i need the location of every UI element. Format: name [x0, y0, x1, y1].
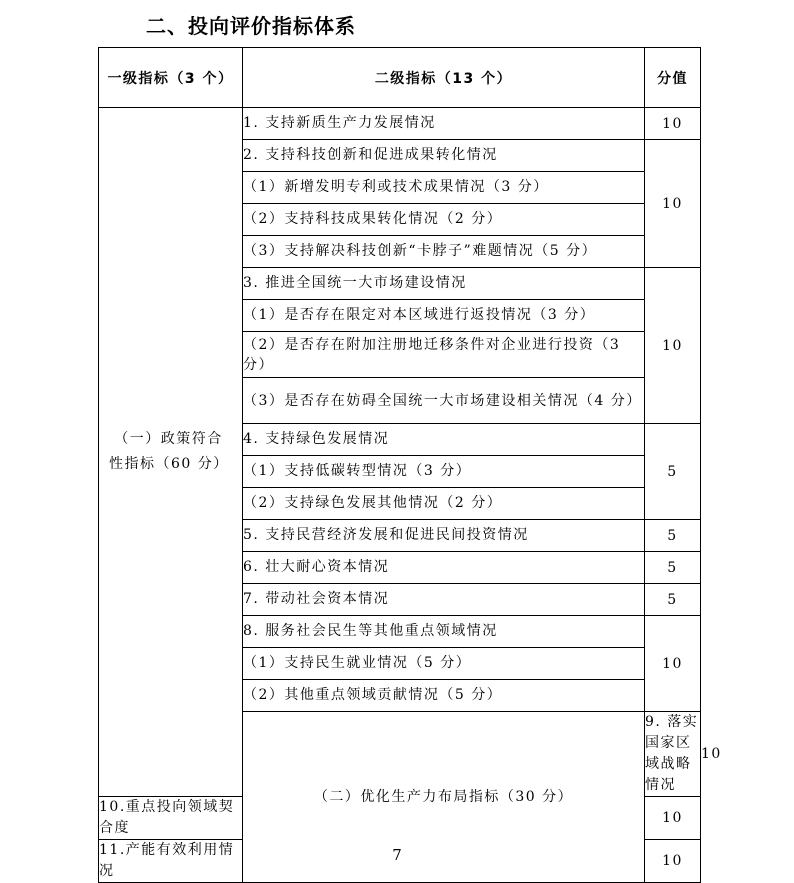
score-cell: 10 [645, 108, 701, 140]
score-cell: 10 [645, 616, 701, 712]
table-row [99, 108, 701, 140]
level1-cell [99, 108, 243, 797]
section-title: 二、投向评价指标体系 [146, 14, 356, 38]
sub-indicator-cell: （2）支持绿色发展其他情况（2 分） [243, 488, 645, 520]
sub-indicator-cell: （2）是否存在附加注册地迁移条件对企业进行投资（3 分） [243, 332, 645, 378]
level2-cell: 11.产能有效利用情况 [99, 840, 243, 883]
score-cell: 10 [645, 797, 701, 840]
sub-indicator-cell: （3）是否存在妨碍全国统一大市场建设相关情况（4 分） [243, 378, 645, 424]
score-cell: 5 [645, 552, 701, 584]
sub-indicator-cell: （1）支持民生就业情况（5 分） [243, 648, 645, 680]
score-cell: 10 [645, 840, 701, 883]
score-cell: 5 [645, 520, 701, 552]
sub-indicator-cell: （2）其他重点领域贡献情况（5 分） [243, 680, 645, 712]
header-level1: 一级指标（3 个） [99, 48, 243, 108]
level2-cell: 5. 支持民营经济发展和促进民间投资情况 [243, 520, 645, 552]
level2-cell: 8. 服务社会民生等其他重点领域情况 [243, 616, 645, 648]
page-number: 7 [392, 846, 402, 864]
level1-label: （一）政策符合性指标（60 分） [109, 431, 229, 472]
level2-cell: 2. 支持科技创新和促进成果转化情况 [243, 140, 645, 172]
level2-cell: 1. 支持新质生产力发展情况 [243, 108, 645, 140]
level1-label: （二）优化生产力布局指标（30 分） [313, 788, 574, 805]
indicator-table [98, 47, 722, 883]
score-cell: 10 [645, 140, 701, 268]
level2-cell: 4. 支持绿色发展情况 [243, 424, 645, 456]
header-level2: 二级指标（13 个） [243, 48, 645, 108]
sub-indicator-cell: （1）新增发明专利或技术成果情况（3 分） [243, 172, 645, 204]
sub-indicator-cell: （1）是否存在限定对本区域进行返投情况（3 分） [243, 300, 645, 332]
score-cell: 10 [645, 268, 701, 424]
header-score: 分值 [645, 48, 701, 108]
score-cell: 5 [645, 584, 701, 616]
sub-indicator-cell: （3）支持解决科技创新“卡脖子”难题情况（5 分） [243, 236, 645, 268]
level2-cell: 6. 壮大耐心资本情况 [243, 552, 645, 584]
level2-cell: 3. 推进全国统一大市场建设情况 [243, 268, 645, 300]
score-cell: 5 [645, 424, 701, 520]
level2-cell: 7. 带动社会资本情况 [243, 584, 645, 616]
table-header-row [99, 48, 701, 108]
level2-cell: 9. 落实国家区域战略情况 [645, 712, 701, 797]
level2-cell: 10.重点投向领域契合度 [99, 797, 243, 840]
sub-indicator-cell: （1）支持低碳转型情况（3 分） [243, 456, 645, 488]
table-row: （二）优化生产力布局指标（30 分） 9. 落实国家区域战略情况 10 [99, 712, 701, 797]
sub-indicator-cell: （2）支持科技成果转化情况（2 分） [243, 204, 645, 236]
